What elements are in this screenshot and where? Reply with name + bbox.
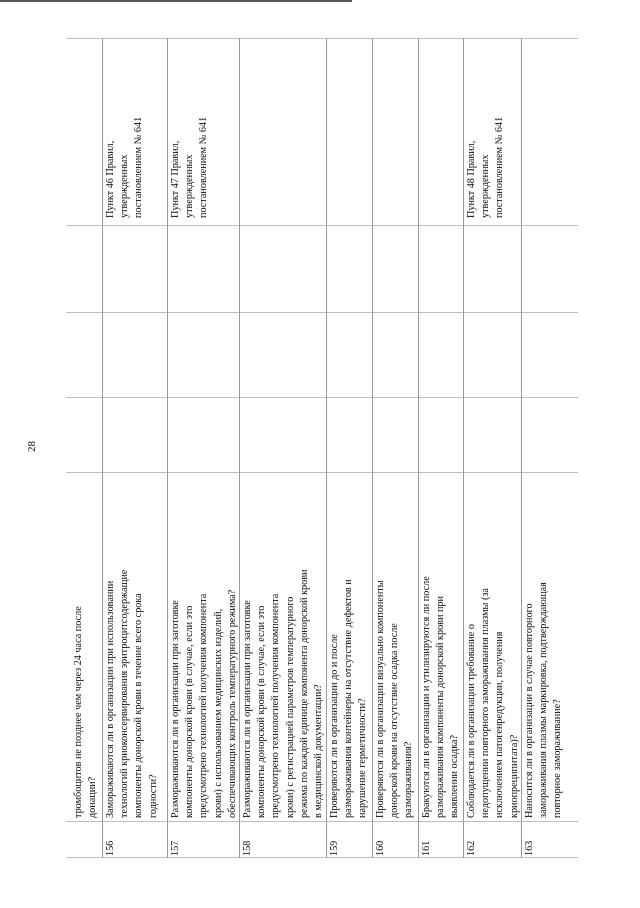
question-line: Соблюдается ли в организации требование о [466,624,477,818]
table-row [104,468,161,818]
reference-line: постановлением № 641 [133,116,145,218]
question-line: нарушение герметичности? [357,698,369,818]
row-number: 162 [466,840,477,856]
question-line: размораживания контейнеры на отсутствие дефектов и [343,579,355,818]
row-divider [102,38,103,858]
row-number: 156 [105,840,116,856]
reference-line: утвержденных [480,154,492,218]
legal-reference [465,48,508,218]
table-row [72,468,100,818]
question-line: крови) с использованием медицинских изделий, [212,608,224,818]
question-line: компоненты донорской крови (в случае, если это [184,605,196,818]
table-right-border [66,38,578,39]
question-line: донации? [87,776,99,818]
column-divider [66,225,578,226]
question-line: крови) с регистрацией параметров температурного [284,596,296,818]
reference-line: постановлением № 641 [494,116,506,218]
reference-line: Пункт 47 Правил, [170,140,181,218]
table-left-border [66,857,578,858]
table-row [420,468,463,818]
question-line: Наносится ли в организации в случае повторного [524,603,535,818]
row-number: 158 [242,840,253,856]
row-number: 161 [421,840,432,856]
question-line: размораживания? [403,741,415,818]
question-line: предусмотрено технологией получения компонента [270,593,282,818]
table-row [523,468,566,818]
column-divider [66,821,578,822]
legal-reference [169,48,212,218]
reference-line: утвержденных [184,154,196,218]
question-line: годности? [147,774,159,818]
reference-line: Пункт 48 Правил, [466,140,477,218]
table-row [328,468,371,818]
question-line: донорской крови на отсутствие осадка после [389,623,401,818]
row-number: 160 [375,840,386,856]
question-line: компоненты донорской крови в течение всего срока [133,593,145,818]
question-line: выявлении осадка? [449,734,461,818]
table-row [374,468,417,818]
table-row [241,468,326,818]
question-line: замораживания плазмы маркировка, подтверждающая [538,582,550,818]
column-divider [66,312,578,313]
question-line: компоненты донорской крови (в случае, если это [256,605,268,818]
reference-line: утвержденных [119,154,131,218]
legal-reference [104,48,147,218]
row-divider [167,38,168,858]
row-number: 163 [524,840,535,856]
row-number: 159 [329,840,340,856]
question-line: режима по каждой единице компонента донорской крови [298,569,310,818]
question-line: Бракуются ли в организации и утилизируются ли после [421,576,432,818]
row-divider [418,38,419,858]
reference-line: постановлением № 641 [198,116,210,218]
question-line: Проверяются ли в организации визуально компоненты [375,580,386,818]
checklist-table [66,38,578,858]
reference-line: Пункт 46 Правил, [105,140,116,218]
question-line: тромбоцитов не позднее чем через 24 часа после [73,606,84,818]
rotated-table-region [66,38,578,858]
question-line: повторное замораживание? [552,699,564,818]
question-line: в медицинской документации? [313,684,325,818]
question-line: Размораживаются ли в организации при заготовке [242,600,253,818]
question-line: предусмотрено технологией получения компонента [198,593,210,818]
column-divider [66,397,578,398]
question-line: исключением патогенредукции, получения [494,631,506,818]
question-line: технологий криоконсервирования эритроцитсодержащие [119,569,131,818]
question-line: Замораживаются ли в организации при использовании [105,580,116,818]
table-row [465,468,522,818]
question-line: обеспечивающих контроль температурного режима? [226,589,238,818]
question-line: Размораживаются ли в организации при заготовке [170,600,181,818]
page-number: 28 [26,441,38,452]
question-line: недопущении повторного замораживания плазмы (за [480,588,492,818]
row-number: 157 [170,840,181,856]
top-border-line [0,0,352,2]
table-row [169,468,240,818]
question-line: размораживания компоненты донорской крови при [435,596,447,818]
question-line: криопреципитата)? [508,734,520,818]
row-divider [372,38,373,858]
question-line: Проверяются ли в организации до и после [329,634,340,818]
row-divider [463,38,464,858]
